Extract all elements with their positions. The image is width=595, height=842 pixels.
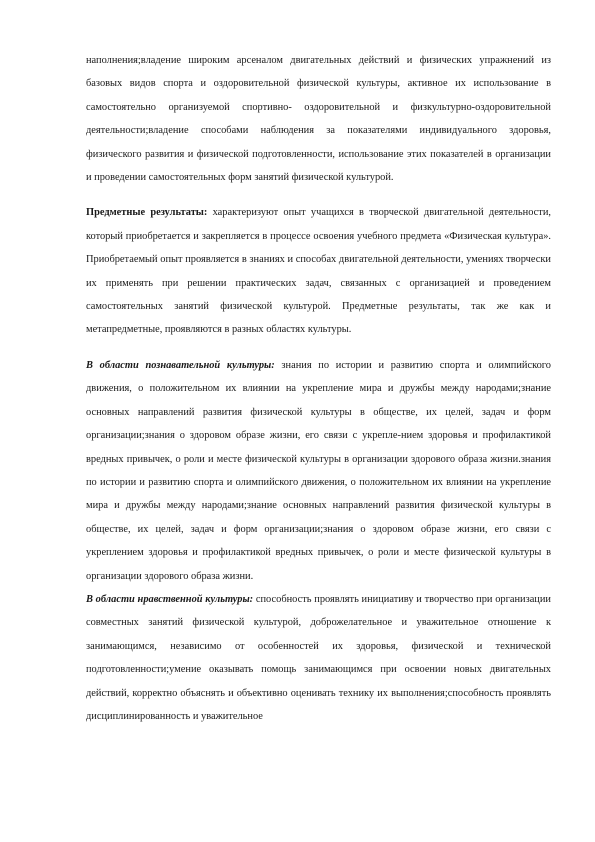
paragraph-cognitive-culture [86,354,551,588]
paragraph-moral-culture [86,588,551,728]
paragraph-text: наполнения;владение широким арсеналом двигательных действий и физических упражнений из базовых видов спорта и оздоровительной физической культуры, активное их использование в самостоятельно организуемой спортивно- оздоровительной и физкультурно-оздоровительной деятельности;владение способами наблюдения за показателями индивидуального здоровья, физического развития и физической подготовленности, использование этих показателей в организации и проведении самостоятельных форм занятий физической культурой. [86,55,551,184]
paragraph-text: знания по истории и развитию спорта и олимпийского движения, о положительном их влиянии на укрепление мира и дружбы между народами;знание основных направлений развития физической культуры в обществе, их целей, задач и форм организации;знания о здоровом образе жизни, его связи с укрепле-нием здоровья и профилактикой вредных привычек, о роли и месте физической культуры в организации здорового образа жизни.знания по истории и развитию спорта и олимпийского движения, о положительном их влиянии на укрепление мира и дружбы между народами;знание основных направлений развития физической культуры в обществе, их целей, задач и форм организации;знания о здоровом образе жизни, его связи с укреплением здоровья и профилактикой вредных привычек, о роли и месте физической культуры в организации здорового образа жизни. [86,359,551,582]
paragraph-text: характеризуют опыт учащихся в творческой двигательной деятельности, который приобретается и закрепляется в процессе освоения учебного предмета «Физическая культура». Приобретаемый опыт проявляется в знаниях и способах двигательной деятельности, умениях творчески их применять при решении практических задач, связанных с организацией и проведением самостоятельных занятий физической культурой. Предметные результаты, так же как и метапредметные, проявляются в разных областях культуры. [86,207,551,336]
paragraph-heading: Предметные результаты: [86,207,208,219]
paragraph-heading: В области нравственной культуры: [86,593,254,605]
paragraph-subject-results [86,201,551,341]
paragraph-intro [86,49,551,189]
paragraph-heading: В области познавательной культуры: [86,359,275,371]
paragraph-text: способность проявлять инициативу и творчество при организации совместных занятий физической культурой, доброжелательное и уважительное отношение к занимающимся, независимо от особенностей их здоровья, физической и технической подготовленности;умение оказывать помощь занимающимся при освоении новых двигательных действий, корректно объяснять и объективно оценивать технику их выполнения;способность проявлять дисциплинированность и уважительное [86,593,551,722]
